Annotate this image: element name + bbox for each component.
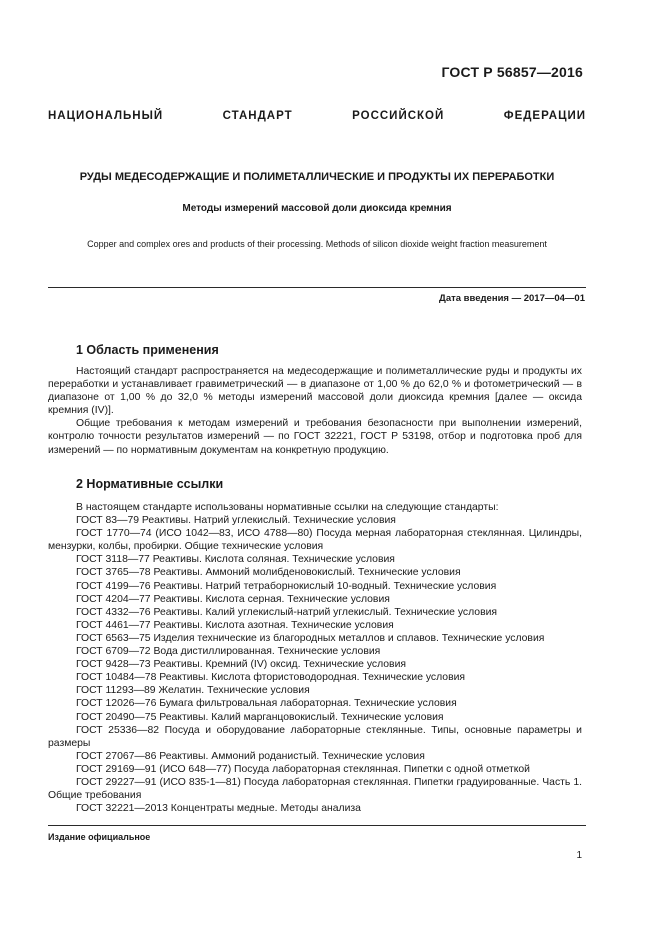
reference-item: ГОСТ 29169—91 (ИСО 648—77) Посуда лабораторная стеклянная. Пипетки с одной отметкой [76,763,530,775]
national-standard-banner: НАЦИОНАЛЬНЫЙ СТАНДАРТ РОССИЙСКОЙ ФЕДЕРАЦИИ [48,110,586,122]
section-1-paragraph: Общие требования к методам измерений и требования безопасности при выполнении измерений, контролю точности результатов измерений — по ГОСТ 32221, ГОСТ Р 53198, отбор и подготовка проб для измерений — по нормативным документам на конкретную продукцию. [48,418,582,456]
reference-item: ГОСТ 12026—76 Бумага фильтровальная лабораторная. Технические условия [76,698,457,710]
page-number: 1 [576,850,582,861]
reference-item: ГОСТ 83—79 Реактивы. Натрий углекислый. Технические условия [76,515,396,527]
reference-item: ГОСТ 20490—75 Реактивы. Калий марганцовокислый. Технические условия [76,711,444,723]
reference-item: ГОСТ 11293—89 Желатин. Технические условия [76,685,310,697]
reference-item: ГОСТ 4461—77 Реактивы. Кислота азотная. Технические условия [76,619,394,631]
reference-item: ГОСТ 4199—76 Реактивы. Натрий тетраборнокислый 10-водный. Технические условия [76,580,497,592]
reference-item: ГОСТ 3765—78 Реактивы. Аммоний молибденовокислый. Технические условия [76,567,461,579]
section-1-heading: 1 Область применения [76,343,219,357]
reference-item: ГОСТ 4332—76 Реактивы. Калий углекислый-натрий углекислый. Технические условия [76,606,498,618]
document-title: РУДЫ МЕДЕСОДЕРЖАЩИЕ И ПОЛИМЕТАЛЛИЧЕСКИЕ И ПРОДУКТЫ ИХ ПЕРЕРАБОТКИ [79,171,555,183]
section-1-body [48,365,582,457]
reference-item: ГОСТ 6563—75 Изделия технические из благородных металлов и сплавов. Технические условия [76,632,545,644]
reference-item: ГОСТ 9428—73 Реактивы. Кремний (IV) оксид. Технические условия [76,659,407,671]
introduction-date: Дата введения — 2017—04—01 [439,293,585,304]
reference-item: ГОСТ 32221—2013 Концентраты медные. Методы анализа [76,803,361,815]
official-edition-label: Издание официальное [48,832,151,842]
divider-top [48,287,586,288]
section-1-paragraph: Настоящий стандарт распространяется на медесодержащие и полиметаллические руды и продукты их переработки и устанавливает гравиметрический — в диапазоне от 1,00 % до 62,0 % и фотометрический — в диапазоне от 1,00 % до 32,0 % методы измерений массовой доли диоксида кремния [далее — оксида кремния (IV)]. [48,366,582,417]
reference-item: ГОСТ 27067—86 Реактивы. Аммоний роданистый. Технические условия [76,750,425,762]
reference-item: ГОСТ 10484—78 Реактивы. Кислота фтористоводородная. Технические условия [76,672,466,684]
document-subtitle: Методы измерений массовой доли диоксида кремния [182,203,452,214]
references-intro: В настоящем стандарте использованы нормативные ссылки на следующие стандарты: [76,502,499,513]
reference-item: ГОСТ 29227—91 (ИСО 835-1—81) Посуда лабораторная стеклянная. Пипетки градуированные. Часть 1. Общие требования [48,776,582,802]
reference-item: ГОСТ 3118—77 Реактивы. Кислота соляная. Технические условия [76,554,395,566]
reference-item: ГОСТ 1770—74 (ИСО 1042—83, ИСО 4788—80) Посуда мерная лабораторная стеклянная. Цилиндры, мензурки, колбы, пробирки. Общие технические условия [48,528,582,553]
reference-item: ГОСТ 25336—82 Посуда и оборудование лабораторные стеклянные. Типы, основные параметры и размеры [48,724,582,749]
gost-code: ГОСТ Р 56857—2016 [441,64,583,80]
divider-bottom [48,825,586,826]
section-2-heading: 2 Нормативные ссылки [76,477,224,491]
normative-references-list [48,501,582,815]
reference-item: ГОСТ 4204—77 Реактивы. Кислота серная. Технические условия [76,593,390,605]
english-title: Copper and complex ores and products of their processing. Methods of silicon dioxide weight fraction measurement [87,239,547,249]
reference-item: ГОСТ 6709—72 Вода дистиллированная. Технические условия [76,646,381,658]
